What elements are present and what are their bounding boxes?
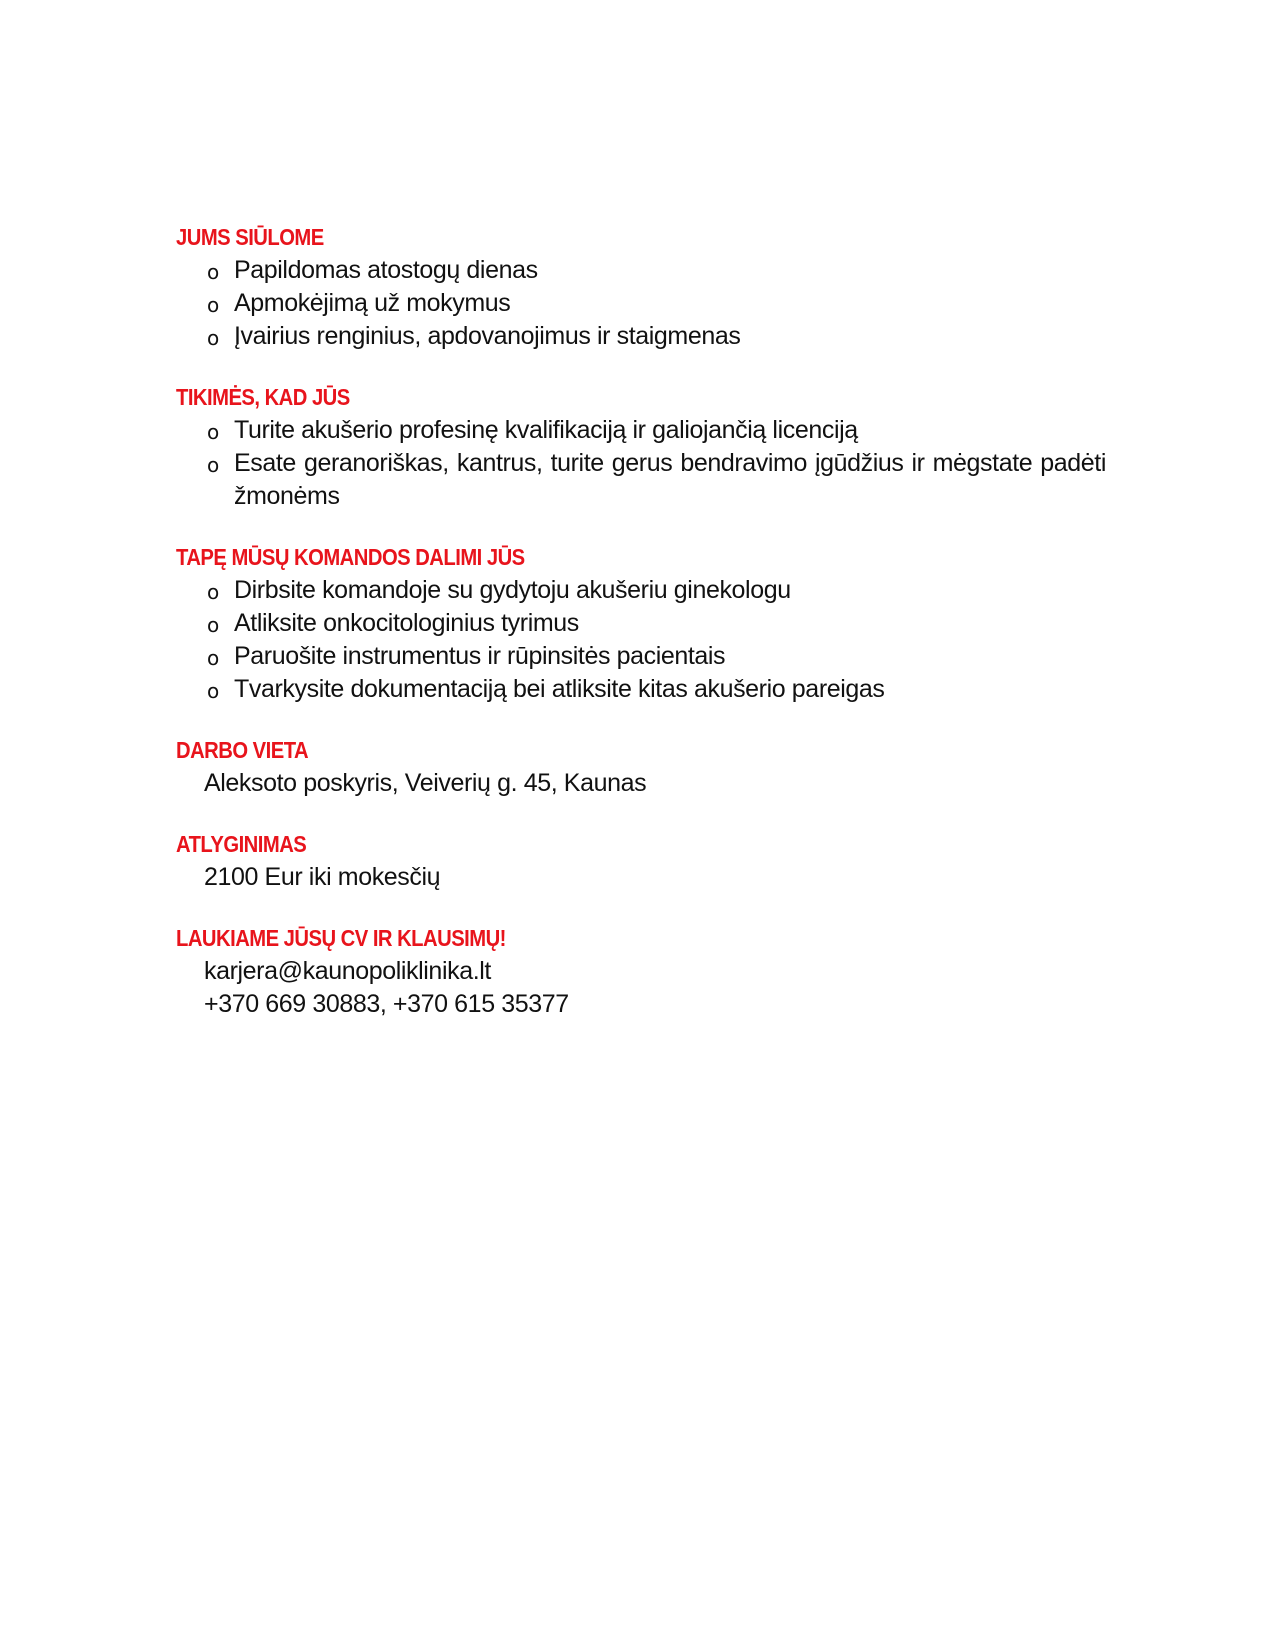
list-item bbox=[176, 673, 1106, 706]
circle-bullet-icon: o bbox=[207, 326, 219, 350]
salary-amount: 2100 Eur iki mokesčių bbox=[204, 863, 441, 891]
list-item bbox=[176, 254, 1106, 287]
circle-bullet-icon: o bbox=[207, 646, 219, 670]
circle-bullet-icon: o bbox=[207, 580, 219, 604]
duties-section-title: TAPĘ MŪSŲ KOMANDOS DALIMI JŪS bbox=[176, 544, 525, 570]
contact-email: karjera@kaunopoliklinika.lt bbox=[204, 957, 491, 985]
circle-bullet-icon: o bbox=[207, 613, 219, 637]
salary-section bbox=[176, 829, 1106, 894]
contact-phones: +370 669 30883, +370 615 35377 bbox=[204, 990, 569, 1018]
workplace-section bbox=[176, 735, 1106, 800]
list-item bbox=[176, 607, 1106, 640]
circle-bullet-icon: o bbox=[207, 293, 219, 317]
list-item-text: Papildomas atostogų dienas bbox=[234, 256, 538, 284]
contacts-section bbox=[176, 923, 1106, 1021]
workplace-address: Aleksoto poskyris, Veiverių g. 45, Kaunas bbox=[204, 769, 647, 797]
contacts-section-title: LAUKIAME JŪSŲ CV IR KLAUSIMŲ! bbox=[176, 925, 506, 951]
circle-bullet-icon: o bbox=[207, 453, 219, 477]
list-item-text: Tvarkysite dokumentaciją bei atliksite kitas akušerio pareigas bbox=[234, 675, 885, 703]
duties-section bbox=[176, 542, 1106, 706]
list-item bbox=[176, 640, 1106, 673]
circle-bullet-icon: o bbox=[207, 260, 219, 284]
list-item bbox=[176, 414, 1106, 447]
list-item-text: Atliksite onkocitologinius tyrimus bbox=[234, 609, 579, 637]
list-item-text: Esate geranoriškas, kantrus, turite gerus bendravimo įgūdžius ir mėgstate padėti žmonėms bbox=[234, 449, 1106, 510]
offer-section bbox=[176, 222, 1106, 353]
expectations-section-title: TIKIMĖS, KAD JŪS bbox=[176, 384, 350, 410]
offer-list bbox=[176, 254, 1106, 353]
list-item-text: Apmokėjimą už mokymus bbox=[234, 289, 511, 317]
list-item bbox=[176, 447, 1106, 513]
job-ad-content bbox=[176, 222, 1106, 1050]
list-item bbox=[176, 320, 1106, 353]
duties-list bbox=[176, 574, 1106, 706]
expectations-section bbox=[176, 382, 1106, 513]
expectations-list bbox=[176, 414, 1106, 513]
salary-section-title: ATLYGINIMAS bbox=[176, 831, 307, 857]
list-item bbox=[176, 574, 1106, 607]
circle-bullet-icon: o bbox=[207, 679, 219, 703]
list-item-text: Dirbsite komandoje su gydytoju akušeriu ginekologu bbox=[234, 576, 791, 604]
list-item bbox=[176, 287, 1106, 320]
list-item-text: Paruošite instrumentus ir rūpinsitės pacientais bbox=[234, 642, 726, 670]
list-item-text: Turite akušerio profesinę kvalifikaciją ir galiojančią licenciją bbox=[234, 416, 858, 444]
workplace-section-title: DARBO VIETA bbox=[176, 737, 309, 763]
list-item-text: Įvairius renginius, apdovanojimus ir staigmenas bbox=[234, 322, 741, 350]
circle-bullet-icon: o bbox=[207, 420, 219, 444]
offer-section-title: JUMS SIŪLOME bbox=[176, 224, 324, 250]
